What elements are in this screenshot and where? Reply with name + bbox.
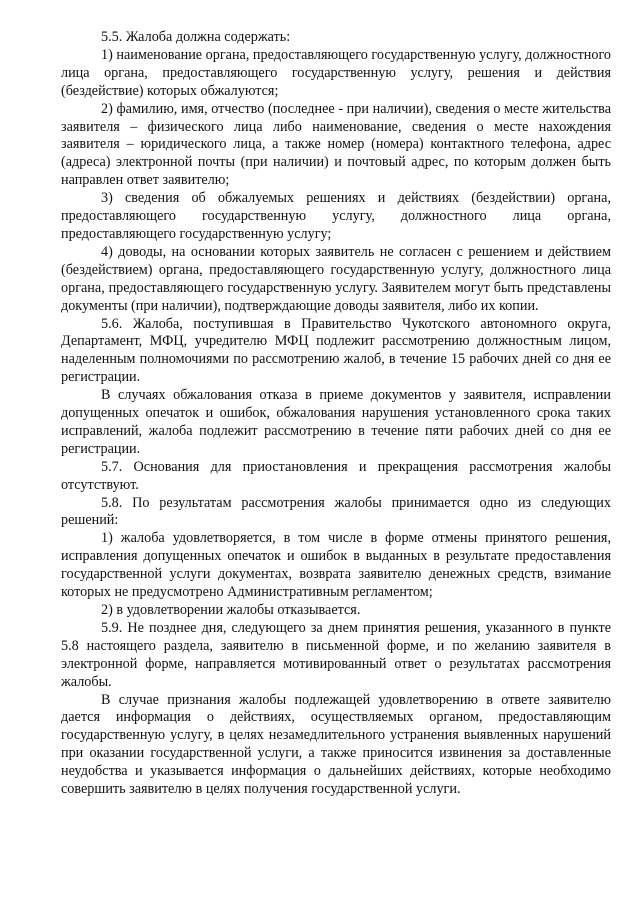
paragraph-5-7: 5.7. Основания для приостановления и прекращения рассмотрения жалобы отсутствуют. [61, 458, 611, 493]
paragraph-5-8-item-1: 1) жалоба удовлетворяется, в том числе в форме отмены принятого решения, исправления допущенных опечаток и ошибок в выданных в результате предоставления государственной услуги документах, возврата заявителю денежных средств, взимание которых не предусмотрено Административным регламентом; [61, 530, 611, 601]
paragraph-5-9: 5.9. Не позднее дня, следующего за днем принятия решения, указанного в пункте 5.8 настоящего раздела, заявителю в письменной форме, и по желанию заявителя в электронной форме, направляется мотивированный ответ о результатах рассмотрения жалобы. [61, 619, 611, 690]
document-page [61, 29, 611, 799]
paragraph-5-5-item-1: 1) наименование органа, предоставляющего государственную услугу, должностного лица органа, предоставляющего государственную услугу, решения и действия (бездействие) которых обжалуются; [61, 46, 612, 99]
paragraph-5-9-satisfaction: В случае признания жалобы подлежащей удовлетворению в ответе заявителю дается информация о действиях, осуществляемых органом, предоставляющим государственную услугу, в целях незамедлительного устранения выявленных нарушений при оказании государственной услуги, а также приносится извинения за доставленные неудобства и указывается информация о дальнейших действиях, которые необходимо совершить заявителю в целях получения государственной услуги. [61, 691, 611, 798]
paragraph-5-6-cases: В случаях обжалования отказа в приеме документов у заявителя, исправлении допущенных опечаток и ошибок, обжалования нарушения установленного срока таких исправлений, жалоба подлежит рассмотрению в течение пяти рабочих дней со дня ее регистрации. [61, 387, 611, 457]
paragraph-5-6: 5.6. Жалоба, поступившая в Правительство Чукотского автономного округа, Департамент, МФЦ, учредителю МФЦ подлежит рассмотрению должностным лицом, наделенным полномочиями по рассмотрению жалоб, в течение 15 рабочих дней со дня ее регистрации. [61, 315, 611, 386]
paragraph-5-5-item-4: 4) доводы, на основании которых заявитель не согласен с решением и действием (бездействием) органа, предоставляющего государственную услугу, должностного лица органа, предоставляющего государственную услугу. Заявителем могут быть представлены документы (при наличии), подтверждающие доводы заявителя, либо их копии. [61, 243, 611, 314]
paragraph-5-8: 5.8. По результатам рассмотрения жалобы принимается одно из следующих решений: [61, 494, 611, 529]
paragraph-5-8-item-2: 2) в удовлетворении жалобы отказывается. [101, 602, 361, 618]
paragraph-5-5-item-2: 2) фамилию, имя, отчество (последнее - при наличии), сведения о месте жительства заявителя – физического лица либо наименование, сведения о месте нахождения заявителя – юридического лица, а также номер (номера) контактного телефона, адрес (адреса) электронной почты (при наличии) и почтовый адрес, по которым должен быть направлен ответ заявителю; [61, 100, 611, 189]
paragraph-5-5-heading: 5.5. Жалоба должна содержать: [101, 29, 291, 45]
paragraph-5-5-item-3: 3) сведения об обжалуемых решениях и действиях (бездействии) органа, предоставляющего государственную услугу, должностного лица органа, предоставляющего государственную услугу; [61, 190, 611, 242]
